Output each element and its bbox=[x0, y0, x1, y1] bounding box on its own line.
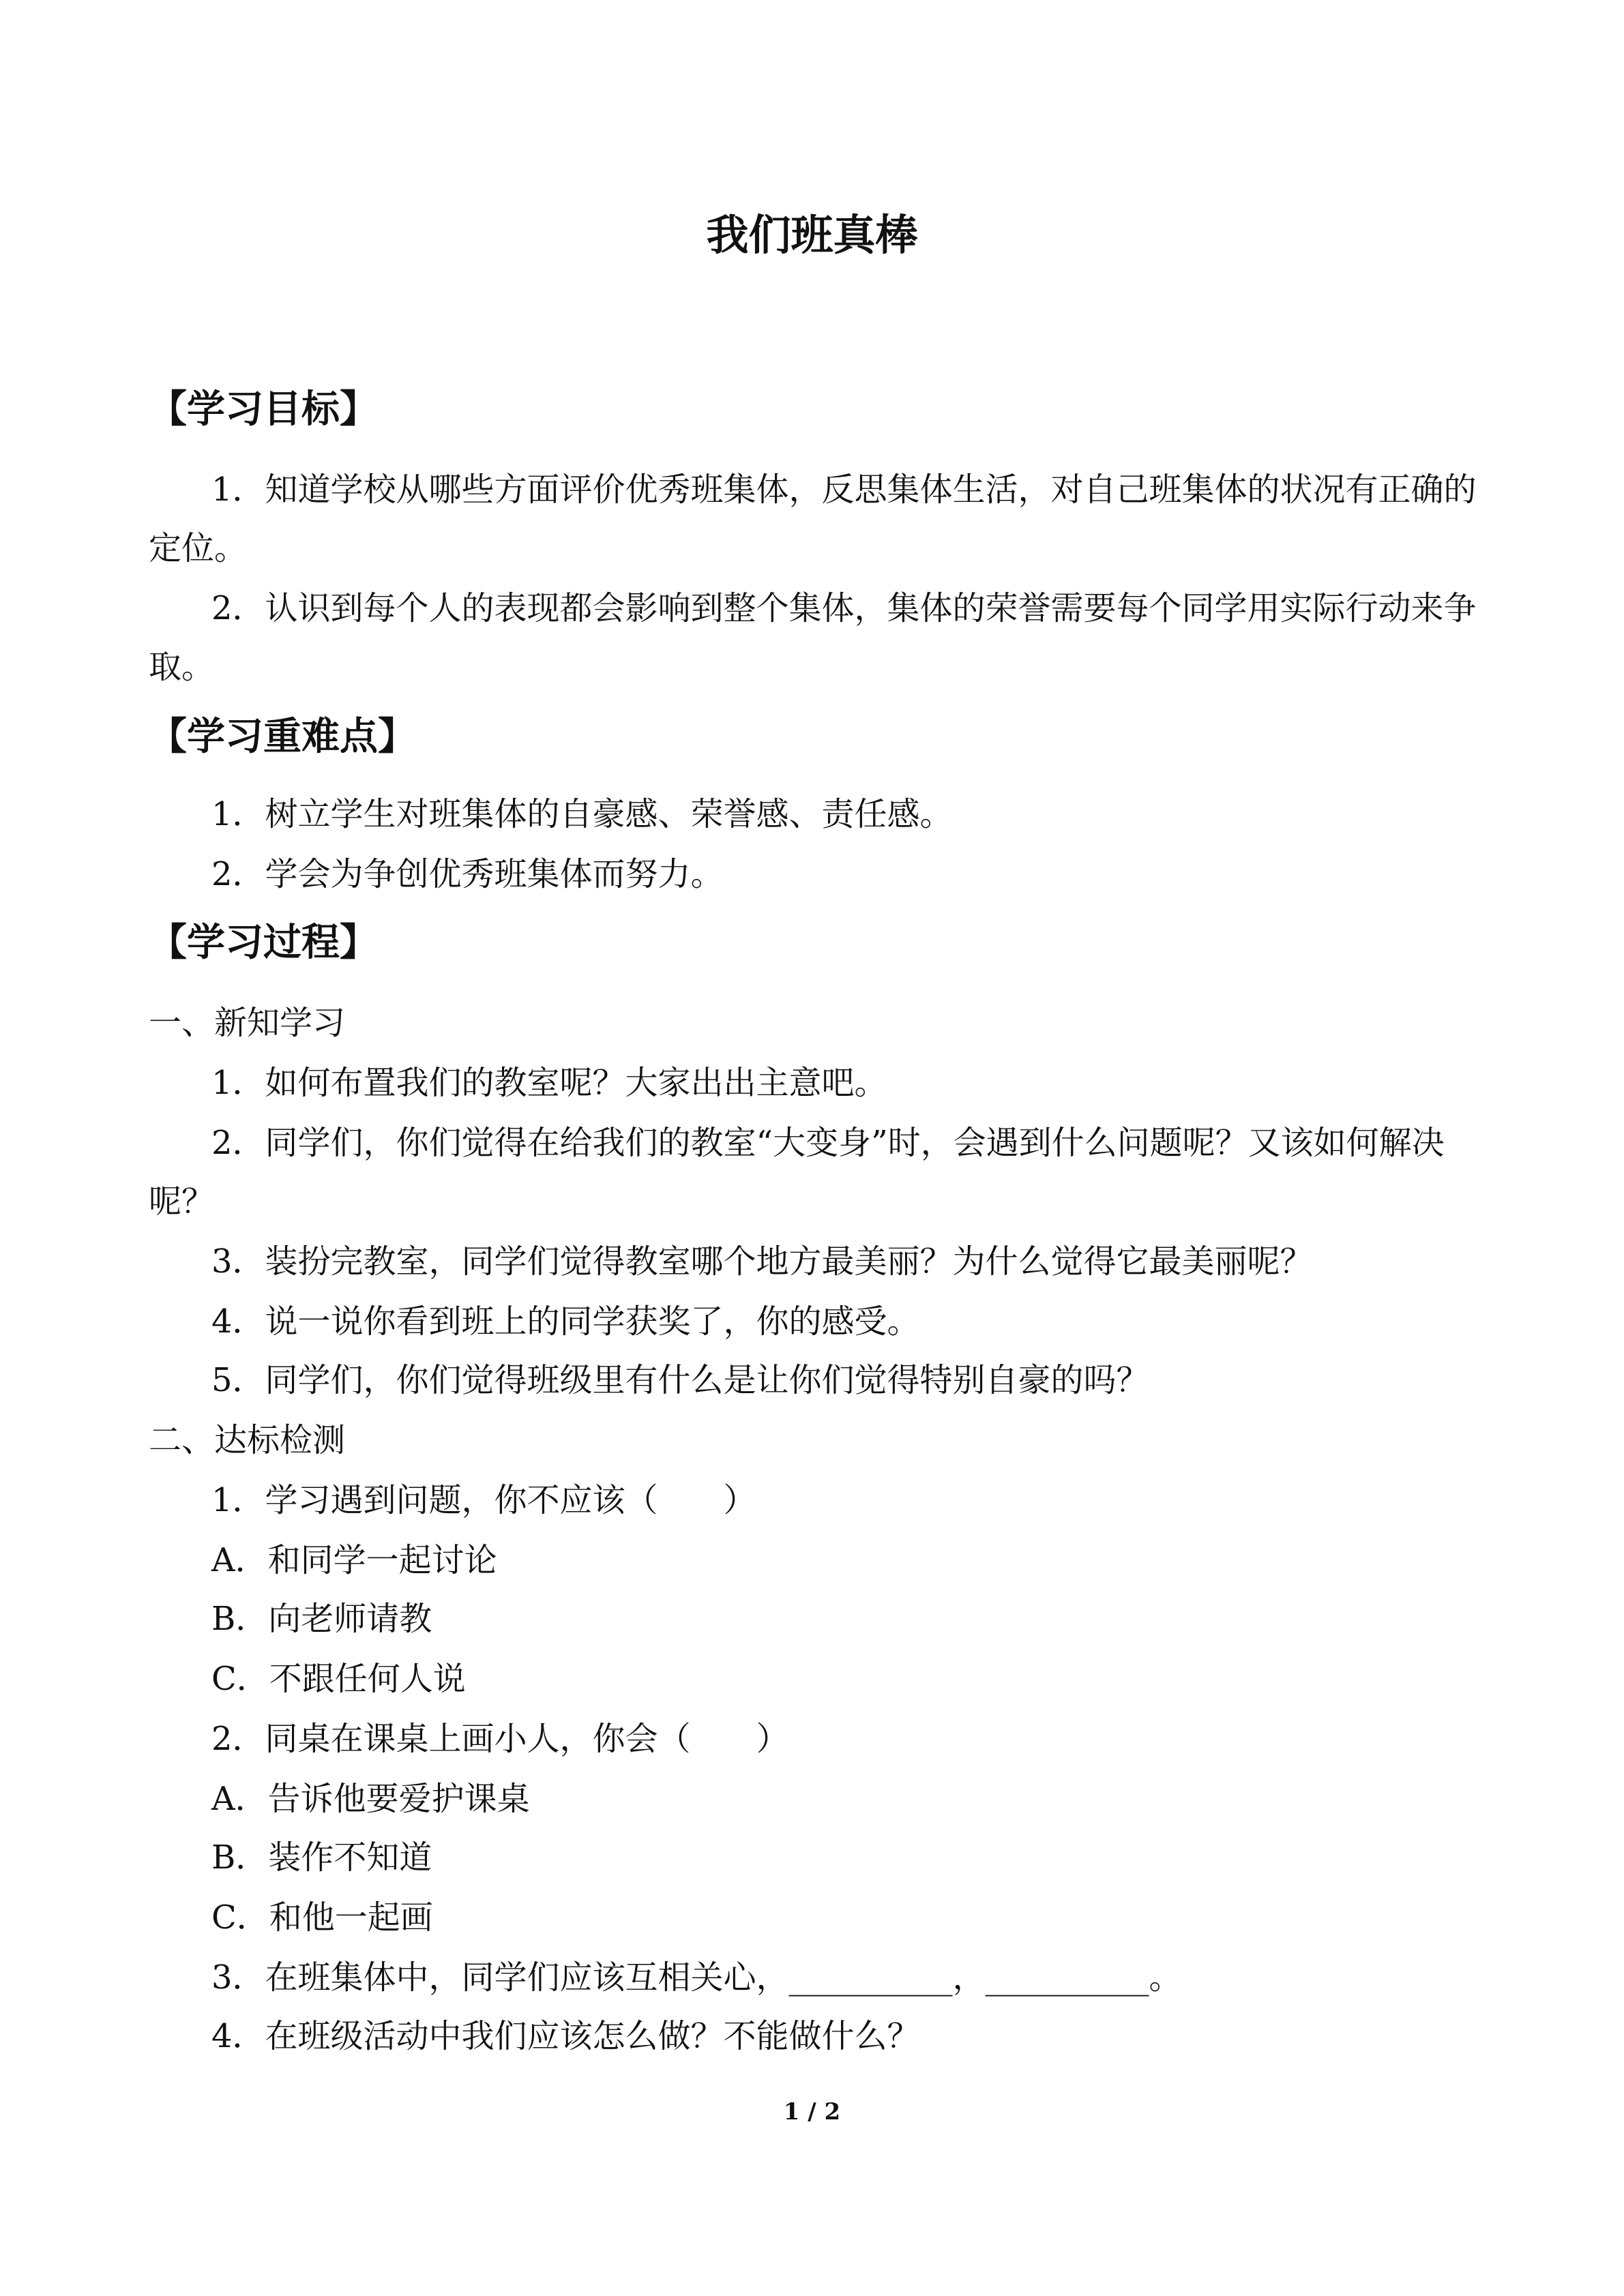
objective-2-line-1: 2．认识到每个人的表现都会影响到整个集体，集体的荣誉需要每个同学用实际行动来争 bbox=[211, 589, 1477, 627]
part1-question-2-line-1: 2．同学们，你们觉得在给我们的教室“大变身”时，会遇到什么问题呢？又该如何解决 bbox=[211, 1124, 1445, 1162]
part2-question-3: 3．在班集体中，同学们应该互相关心，__________，__________。 bbox=[211, 1958, 1182, 1997]
part2-question-2-option-a: A．告诉他要爱护课桌 bbox=[211, 1780, 530, 1818]
part2-question-2: 2．同桌在课桌上画小人，你会（ ） bbox=[211, 1720, 789, 1758]
part1-question-4: 4．说一说你看到班上的同学获奖了，你的感受。 bbox=[211, 1302, 920, 1341]
part2-question-4: 4．在班级活动中我们应该怎么做？不能做什么？ bbox=[211, 2017, 920, 2055]
objective-1-line-1: 1．知道学校从哪些方面评价优秀班集体，反思集体生活，对自己班集体的状况有正确的 bbox=[211, 471, 1477, 509]
objective-2-line-2: 取。 bbox=[149, 648, 215, 686]
part1-question-3: 3．装扮完教室，同学们觉得教室哪个地方最美丽？为什么觉得它最美丽呢？ bbox=[211, 1242, 1313, 1281]
part2-title: 二、达标检测 bbox=[149, 1421, 346, 1459]
part1-title: 一、新知学习 bbox=[149, 1004, 346, 1042]
key-point-1: 1．树立学生对班集体的自豪感、荣誉感、责任感。 bbox=[211, 795, 953, 833]
part1-question-1: 1．如何布置我们的教室呢？大家出出主意吧。 bbox=[211, 1064, 887, 1102]
part1-question-2-line-2: 呢？ bbox=[149, 1182, 215, 1221]
key-point-2: 2．学会为争创优秀班集体而努力。 bbox=[211, 855, 724, 893]
part1-question-5: 5．同学们，你们觉得班级里有什么是让你们觉得特别自豪的吗？ bbox=[211, 1361, 1149, 1399]
objectives-heading: 【学习目标】 bbox=[149, 387, 378, 432]
part2-question-2-option-c: C．和他一起画 bbox=[211, 1898, 433, 1937]
page-title: 我们班真棒 bbox=[706, 210, 918, 260]
part2-question-1-option-b: B．向老师请教 bbox=[211, 1600, 432, 1638]
part2-question-1-option-a: A．和同学一起讨论 bbox=[211, 1541, 497, 1579]
key-points-heading: 【学习重难点】 bbox=[149, 714, 416, 759]
process-heading: 【学习过程】 bbox=[149, 920, 378, 965]
part2-question-1: 1．学习遇到问题，你不应该（ ） bbox=[211, 1481, 756, 1519]
part2-question-2-option-b: B．装作不知道 bbox=[211, 1838, 432, 1877]
objective-1-line-2: 定位。 bbox=[149, 529, 248, 567]
page-number: 1 / 2 bbox=[783, 2098, 841, 2126]
part2-question-1-option-c: C．不跟任何人说 bbox=[211, 1660, 466, 1698]
